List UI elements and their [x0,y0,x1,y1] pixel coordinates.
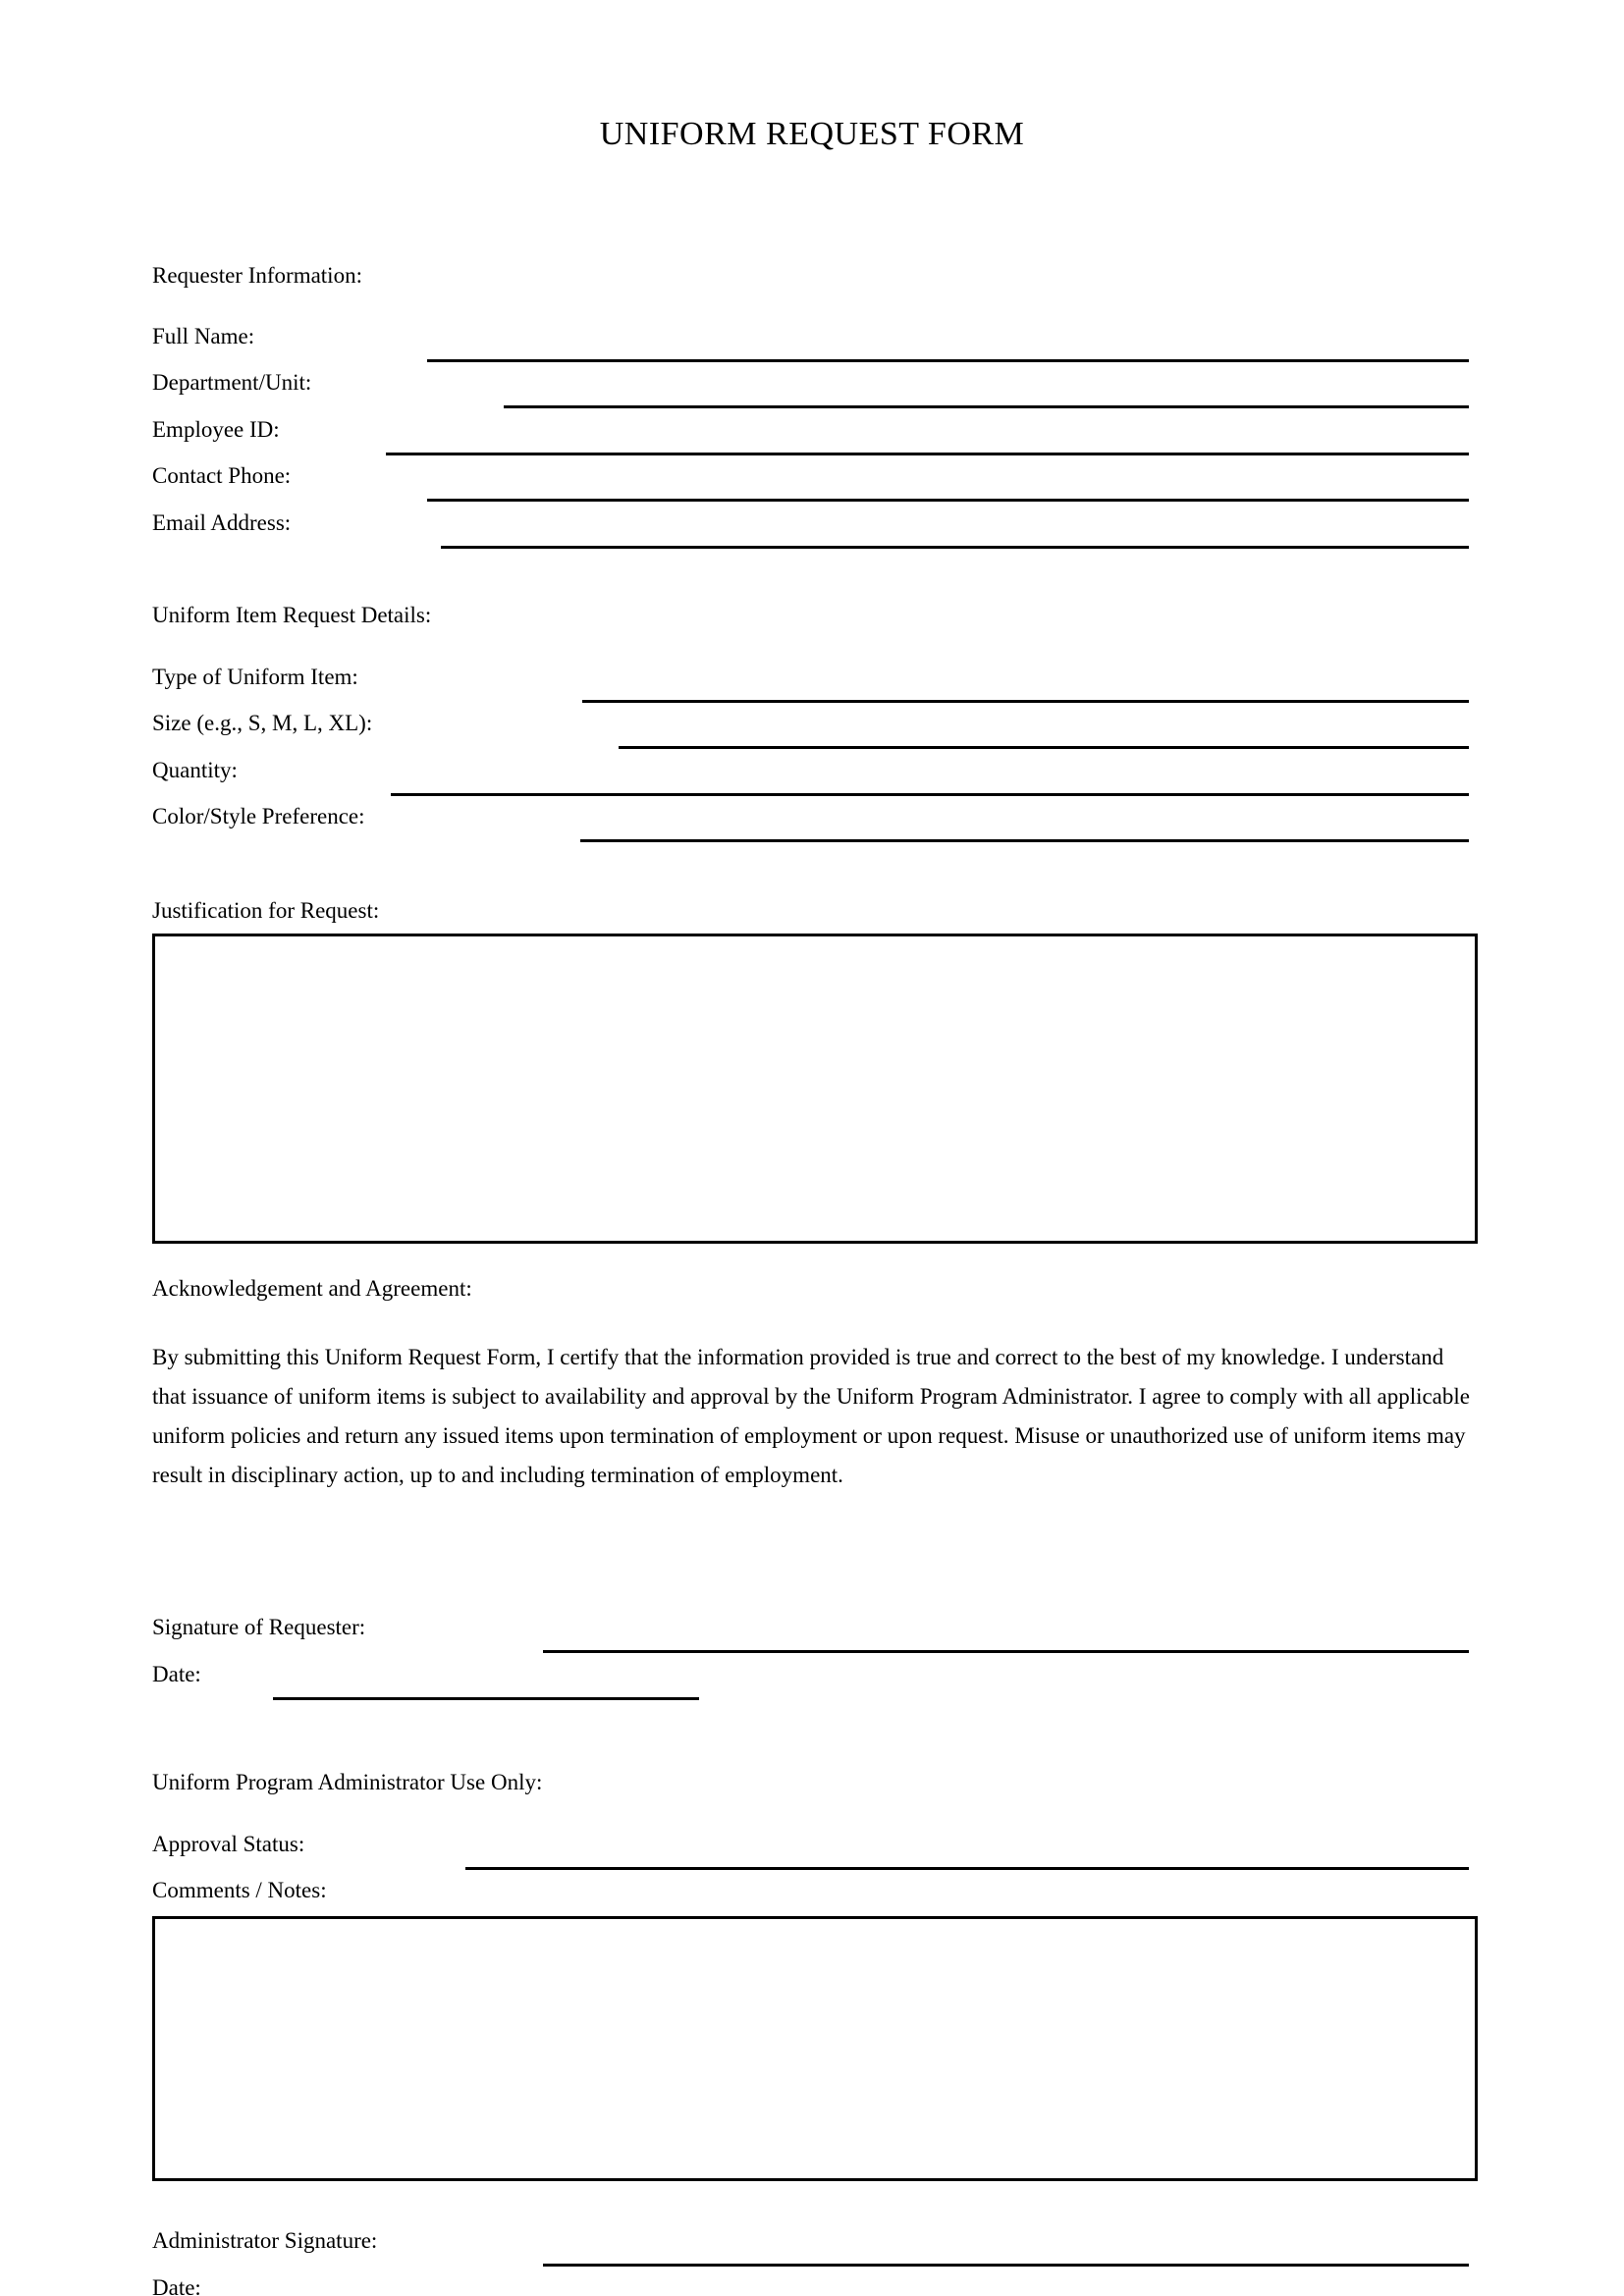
acknowledgement-heading: Acknowledgement and Agreement: [152,1276,472,1301]
type-of-uniform-item-input[interactable] [582,700,1469,703]
quantity-label: Quantity: [152,758,238,782]
requester-information-heading: Requester Information: [152,263,362,288]
full-name-label: Full Name: [152,324,255,348]
acknowledgement-body-text: By submitting this Uniform Request Form, I certify that the information provided is true and correct to the best of my knowledge. I understand that issuance of uniform items is subject to availability and approval by the Uniform Program Administrator. I agree to comply with all applicable uniform policies and return any issued items upon termination of employment or upon request. Misuse or unauthorized use of uniform items may result in disciplinary action, up to and including termination of employment. [152,1345,1470,1487]
size-input[interactable] [619,746,1469,749]
quantity-input[interactable] [391,793,1469,796]
full-name-input[interactable] [427,359,1469,362]
signature-of-requester-input[interactable] [543,1650,1469,1653]
administrator-use-only-heading: Uniform Program Administrator Use Only: [152,1770,543,1794]
approval-status-label: Approval Status: [152,1832,305,1856]
requester-date-label: Date: [152,1662,201,1686]
email-address-input[interactable] [441,546,1469,549]
signature-of-requester-label: Signature of Requester: [152,1615,366,1639]
administrator-signature-input[interactable] [543,2264,1469,2267]
uniform-item-details-heading: Uniform Item Request Details: [152,603,432,627]
comments-notes-label: Comments / Notes: [152,1878,327,1902]
type-of-uniform-item-label: Type of Uniform Item: [152,665,358,689]
administrator-signature-label: Administrator Signature: [152,2228,378,2253]
color-style-preference-input[interactable] [580,839,1469,842]
color-style-preference-label: Color/Style Preference: [152,804,365,828]
size-label: Size (e.g., S, M, L, XL): [152,711,373,735]
department-unit-label: Department/Unit: [152,370,312,395]
justification-label: Justification for Request: [152,898,380,923]
email-address-label: Email Address: [152,510,292,535]
administrator-date-label: Date: [152,2275,201,2296]
comments-notes-textarea[interactable] [152,1916,1478,2181]
justification-textarea[interactable] [152,934,1478,1244]
page-title: UNIFORM REQUEST FORM [599,116,1025,152]
department-unit-input[interactable] [504,405,1469,408]
contact-phone-input[interactable] [427,499,1469,502]
approval-status-input[interactable] [465,1867,1469,1870]
requester-date-input[interactable] [273,1697,699,1700]
employee-id-label: Employee ID: [152,417,280,442]
contact-phone-label: Contact Phone: [152,463,292,488]
employee-id-input[interactable] [386,453,1469,455]
